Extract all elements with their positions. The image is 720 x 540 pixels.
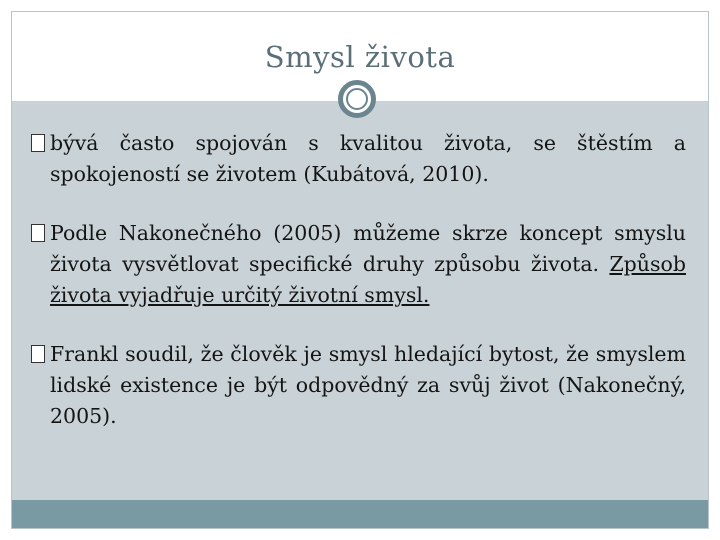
slide-title: Smysl života bbox=[264, 40, 456, 74]
bullet-item-1 bbox=[32, 128, 686, 190]
bullet-box-icon bbox=[31, 224, 45, 242]
bullet-list bbox=[32, 128, 686, 460]
slide bbox=[11, 11, 709, 529]
bullet-underlined-text: Způsob života vyjadřuje určitý životní smysl. bbox=[50, 252, 686, 307]
bullet-text: Podle Nakonečného (2005) můžeme skrze koncept smyslu života vysvětlovat specifické druhy způsobu života. bbox=[50, 221, 686, 276]
bullet-text: bývá často spojován s kvalitou života, se štěstím a spokojeností se životem (Kubátová, 2010). bbox=[50, 131, 686, 186]
ring-icon bbox=[338, 80, 376, 118]
bullet-text: Frankl soudil, že člověk je smysl hledající bytost, že smyslem lidské existence je být odpovědný za svůj život (Nakonečný, 2005). bbox=[50, 342, 686, 428]
bullet-box-icon bbox=[31, 134, 45, 152]
bullet-box-icon bbox=[31, 345, 45, 363]
bullet-item-2 bbox=[32, 218, 686, 311]
bullet-item-3 bbox=[32, 339, 686, 432]
footer-band bbox=[12, 500, 708, 528]
